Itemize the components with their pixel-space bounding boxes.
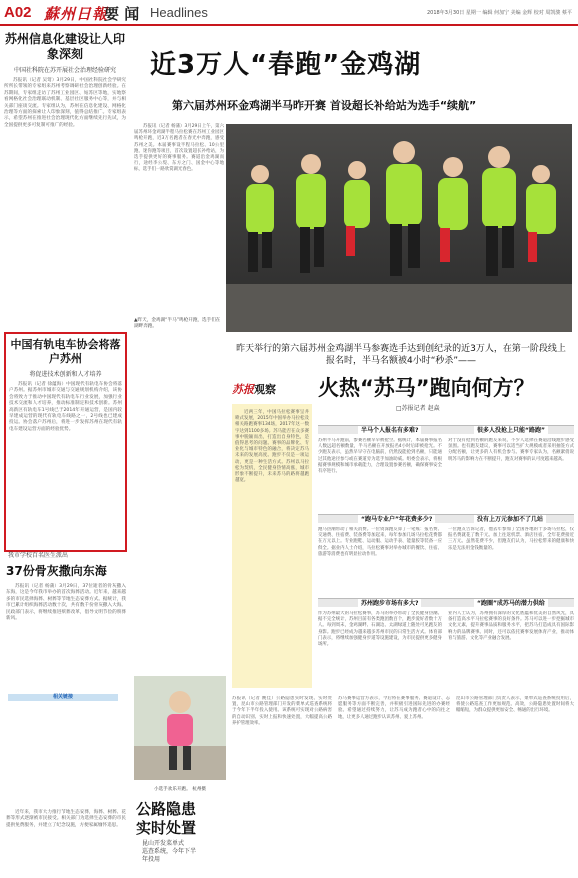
article-body-green-burial-wrap [6,806,126,829]
related-link-label: 相关链接 [52,694,73,700]
subhead-bar-2 [318,514,574,523]
article-subtitle-informatization: 中国社科院在苏开展社会治理经验研究 [13,67,116,74]
header-dateline: 2018年3月30日 星期一 编辑 何加宁 美编 金辉 校对 周凯骏 蔡平 [427,10,572,16]
section1-col-left: 苏州半马开跑前，参赛名额早早被抢空。据统计，本届赛事报名人数远超名额数量，半马名额在开放报名4小时后即被抢光。不少跑友表示，虽然早早守在电脑前，仍然没能抢到名额，只能通过其他途径参与或在赛道旁为选手加油助威。组委会表示，将根据赛事规模和城市承载能力，合理设置参赛名额，确保赛事安全有序进行。 [318,438,442,475]
road-hazard-subtitle [142,840,196,864]
hero-photo-caption: 昨天举行的第六届苏州金鸡湖半马参赛选手达到创纪录的近3万人，在第一阶段线上报名时，半马名额被4小时“秒杀”—— [236,344,566,366]
column-tag-black: 观察 [254,383,276,396]
article-body-tram: 苏报讯（记者 徐蕴海）中国现代有轨电车协会将落户苏州。据苏州市城市交通与交通规划机构介绍，该协会将致力于推动中国现代有轨电车行业发展，加强行业技术交流和人才培养，推动标准制定和技术创新。苏州高新区有轨电车1号线已于2014年开通运营，是国内较早建成运营的现代有轨电车线路之一，2号线也已建成投运。协会落户苏州后，将进一步发挥苏州在现代有轨电车建设运营方面的经验优势。 [9,382,122,432]
kid-caption-credit: 杭州摄 [192,787,207,792]
section-title-en: Headlines [150,5,208,20]
article-title-sea-burial: 37份骨灰撒向东海 [6,564,107,578]
commentary-body: 近两三年，中国马拉松赛事呈井喷式发展，2015年中国举办马拉松及相关路跑赛事134场，2017年这一数字达到1100多场。苏马能否在众多赛事中脱颖而出，打造出自身特色，是值得思考的问题。赛事的品牌化、专业化与城市特色的融合，将决定苏马未来的发展高度。跑步不仅是一项运动，更是一种生活方式。苏州以马拉松为契机，全民健身热情高涨，城市形象不断提升，未来苏马的路将越跑越宽。 [235,410,309,484]
bottom-col-3: 昆山市公路管理部门负责人表示，菜单式巡查系统投用后，将使公路巡查工作更加规范、高效，公路隐患处置时间将大幅缩短，为群众提供更加安全、畅通的出行环境。 [456,696,574,714]
section1-col-right: 对于没有抢到名额的跑友来说，不少人选择在赛道沿线跑步感受氛围。也有跑友建议，赛事可以适当扩大规模或者采用抽签方式分配名额，让更多的人有机会参与。赛事专家认为，名额紧俏说明苏马的影响力在不断提升，跑友对赛事的认可度越来越高。 [448,438,574,462]
article-body-informatization: 苏报讯（记者 吴莺）3月29日，中国社科院社会学研究所所长带领的专家组来苏州考察调研社会治理创新经验。在苏期间，专家组走访了苏州工业园区、姑苏区等地，实地察看网格化社会治理联动机制、基层社区服务中心等，并与相关部门座谈交流。专家组认为，苏州在信息化建设、网格化治理等方面的探索让人印象深刻，值得总结推广。专家组表示，希望苏州在推进社会治理现代化方面继续先行先试，为全国提供更多可复制可推广的经验。 [4,78,126,128]
main-article-body: 苏报讯（记者 杨蒲）3月29日上午，第六届苏州环金鸡湖半程马拉松赛在苏州工业园区鸣枪开跑，近3万名跑者在春光中奔跑，感受苏州之美。本届赛事设半程马拉松、10公里跑、迷你跑等项目，首次设置超长补给站，为选手提供更好的赛事服务。赛道沿金鸡湖而行，途经李公堤、东方之门、国金中心等地标，选手们一路欣赏湖光春色。 [134,124,224,173]
commentary-sidebar [232,404,312,688]
article-body-sea-burial-wrap [6,580,126,622]
road-hazard-sub-line1: 昆山开发菜单式 [142,840,185,847]
main-subheadline: 第六届苏州环金鸡湖半马昨开赛 首设超长补给站为选手“续航” [172,99,477,112]
road-hazard-sub-line3: 年投用 [142,856,161,863]
road-hazard-headline [136,800,196,838]
article-kicker-sea-burial: 我市学校百名医生派出 [8,552,69,559]
subhead-3b: “跑圈”成苏马的潜力供给 [474,599,548,608]
subhead-1b: 很多人没抢上只能“路跑” [474,426,548,435]
section3-col-right: 业内人士认为，苏州拥有深厚的文化底蕴和优美的自然风光，具备打造高水平马拉松赛事的良好条件。苏马可以进一步挖掘城市文化元素，提升赛事品质和服务水平，把苏马打造成具有国际影响力的品牌赛事。同时，还可以依托赛事发展体育产业，推动体育与旅游、文化等产业融合发展。 [448,611,574,641]
road-hazard-title-line2: 实时处置 [136,819,197,837]
kid-runner-photo [134,676,226,780]
subhead-bar-1 [318,425,574,434]
column-tag-red: 苏报 [232,383,254,396]
second-headline: 火热“苏马”跑向何方？ [318,376,535,400]
second-byline: □苏报记者 赵焱 [396,405,440,412]
article-body-sea-burial: 苏报讯（记者 杨蒲）3月29日，37位逝者的骨灰撒入东海，这是今年我市举办的首次海葬活动。近年来，越来越多的市民选择海葬、树葬等节地生态安葬方式。据统计，我市已累计组织海葬活动数十次，共有数千份骨灰撒入大海。民政部门表示，将继续推进殡葬改革，倡导文明节俭的殡葬新风。 [6,584,126,622]
subhead-bar-3 [318,598,574,607]
main-article-column [134,124,224,396]
newspaper-logo: 蘇州日報 [44,5,109,23]
kid-illustration [134,676,226,780]
road-hazard-title-line1: 公路隐患 [136,800,197,818]
subhead-3: 苏州跑步市场有多大? [358,599,421,608]
section-title-cn: 要 闻 [104,5,140,23]
main-photo-caption-small: ▲昨天，金鸡湖“半马”鸣枪开跑，选手们在湖畔奔跑。 [134,318,221,329]
article-title-informatization: 苏州信息化建设让人印象深刻 [4,32,125,61]
related-link-bar [8,694,118,701]
column-tag-observe [232,378,312,402]
section3-col-left: 作为苏州最大的马拉松赛事，苏马的举办带动了全民健身热潮。据不完全统计，苏州目前有各类跑团数百个，跑步爱好者数十万人。每到周末，金鸡湖畔、石湖边、太湖绿道上随处可见跑友的身影。跑步已经成为越来越多苏州市民的日常生活方式。体育部门表示，将继续加强健身步道等设施建设，为市民提供更多健身场所。 [318,611,442,648]
article-title-tram: 中国有轨电车协会将落户苏州 [10,338,121,365]
tram-association-article [4,332,127,552]
marathon-hero-photo [226,124,572,332]
article-body-green-burial: 近年来，我市大力推行节地生态安葬，海葬、树葬、花葬等形式逐渐被市民接受。相关部门为选择生态安葬的市民提供免费服务，并建立了纪念设施，方便家属缅怀追思。 [6,810,126,828]
subhead-2: “跑马专业户”年花费多少? [358,515,435,524]
bottom-col-1: 苏报讯（记者 姚佳）公路隐患实时发现、实时处置，昆山市公路管理部门开发的菜单式巡查系统将于今年下半年投入使用。该系统可实现对公路病害的自动识别、实时上报和快速处置，大幅提高公路养护管理效率。 [232,696,332,726]
main-headline: 近3万人“春跑”金鸡湖 [150,50,422,80]
road-hazard-sub-line2: 巡查系统，今年下半 [142,848,197,855]
section2-col-left: 跑马热潮带动了相关消费。一位资深跑友算了一笔账：报名费、交通费、住宿费、装备费等加起来，每年参加几场马拉松花费都在万元以上。专业跑鞋、运动服、运动手表、能量胶等装备一应俱全。据业内人士介绍，马拉松赛事对举办城市的餐饮、住宿、旅游等消费也有明显拉动作用。 [318,527,442,557]
page-header [0,0,578,26]
section2-col-right: 一位跑友告诉记者，他去年参加了全国各地的十多场马拉松，仅报名费就花了数千元。加上往返机票、酒店住宿，全年花费接近三万元。虽然花费不少，但跑友们认为，马拉松带来的健康和快乐是无法用金钱衡量的。 [448,527,574,551]
page-number: A02 [4,4,32,21]
kid-photo-caption [134,786,226,792]
subhead-1: 半马个人报名有多难? [358,426,421,435]
article-subtitle-tram: 将促进技术创新和人才培养 [29,371,102,378]
bottom-col-2: 苏马赛事运营方表示，今后将在赛事服务、赛道设计、志愿服务等方面不断完善，并积极引进国际先进的办赛经验。希望通过持续努力，让苏马成为跑者心中的向往之地，让更多人通过跑步认识苏州、爱上苏州。 [338,696,450,720]
kid-caption-text: 小选手欢乐开跑。 [153,787,191,792]
runners-illustration [226,124,572,332]
subhead-2b: 没有上万元参加不了几站 [474,515,546,524]
